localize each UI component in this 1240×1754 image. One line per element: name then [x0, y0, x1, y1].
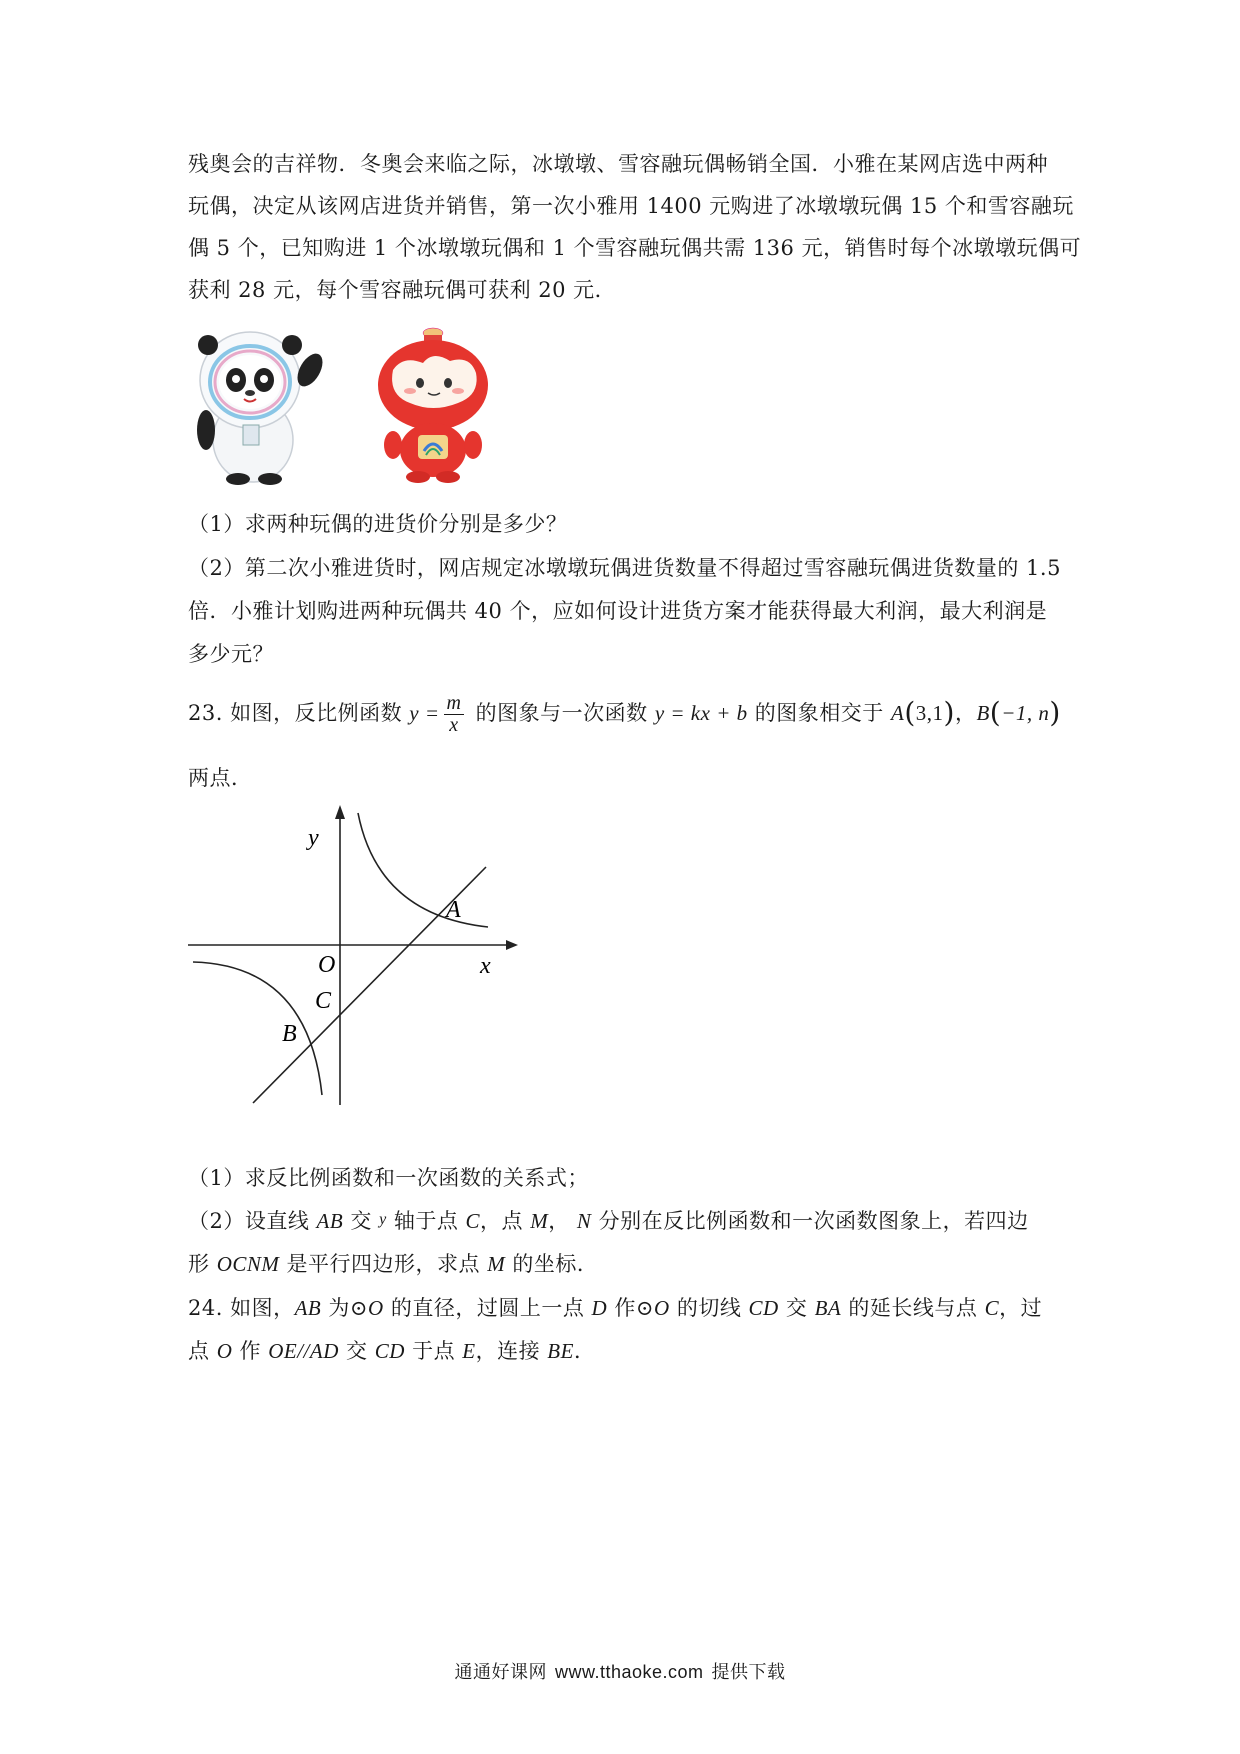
q24-oe-ad: OE//AD — [268, 1339, 339, 1363]
q23-prefix: 23. 如图，反比例函数 — [188, 701, 410, 725]
q23-point-a-label: A — [890, 701, 905, 725]
q23-part2-m2: M — [487, 1252, 506, 1276]
q22-part2-line3: 多少元？ — [188, 642, 274, 666]
q24-text-g: 的延长线与点 — [841, 1296, 985, 1320]
q23-part2-text-b: 交 — [343, 1209, 380, 1233]
hyperbola-branch-1 — [358, 813, 488, 927]
q24-c: C — [984, 1296, 1000, 1320]
function-graph — [188, 805, 518, 1105]
q23-comma: ， — [954, 701, 977, 725]
label-b: B — [282, 1021, 297, 1047]
q24-cd2: CD — [374, 1339, 405, 1363]
shuey-rhon-rhon-image — [378, 328, 488, 483]
q24-ab: AB — [294, 1296, 322, 1320]
q23-part2-m: M — [530, 1209, 549, 1233]
q23-part1: （1）求反比例函数和一次函数的关系式； — [188, 1166, 589, 1190]
q24-text-m: ，连接 — [475, 1339, 548, 1363]
q24-o3: O — [216, 1339, 233, 1363]
label-o: O — [318, 952, 336, 978]
q23-part2-text-d: ，点 — [480, 1209, 531, 1233]
q22-part2-line2: 倍．小雅计划购进两种玩偶共 40 个，应如何设计进货方案才能获得最大利润，最大利润是 — [188, 599, 1048, 623]
q23-linear: y = kx + b — [654, 701, 748, 725]
q23-part2-line2 — [188, 1248, 598, 1278]
q23-mid2: 的图象相交于 — [747, 701, 891, 725]
q24-text-j: 作 — [232, 1339, 269, 1363]
q23-mid1: 的图象与一次函数 — [468, 701, 655, 725]
footer-download-text: 提供下载 — [711, 1662, 786, 1683]
q23-line2: 两点． — [188, 766, 253, 790]
q23-point-b-coords: −1, n — [1001, 701, 1050, 725]
q23-part2-ab: AB — [316, 1209, 344, 1233]
q24-text-n: ． — [573, 1339, 596, 1363]
q24-cd: CD — [748, 1296, 779, 1320]
q24-o1: O — [368, 1296, 384, 1320]
q22-part1: （1）求两种玩偶的进货价分别是多少？ — [188, 512, 568, 536]
q23-y-eq: y = — [409, 701, 440, 725]
q24-text-b: 为⊙ — [321, 1296, 369, 1320]
q24-line2 — [188, 1335, 595, 1365]
q23-part2-c: C — [465, 1209, 481, 1233]
q24-text-k: 交 — [338, 1339, 375, 1363]
q24-text-i: 点 — [188, 1339, 217, 1363]
bing-dwen-dwen-image — [197, 332, 328, 485]
q24-o2: O — [654, 1296, 670, 1320]
q24-text-f: 交 — [778, 1296, 815, 1320]
q23-part2-line1 — [188, 1205, 1029, 1235]
q23-frac-num: m — [444, 693, 465, 715]
mascots-image — [188, 325, 518, 485]
q23-part2-text-a: （2）设直线 — [188, 1209, 317, 1233]
x-axis-arrow — [506, 940, 518, 950]
q24-text-e: 的切线 — [669, 1296, 749, 1320]
q22-part2-line1: （2）第二次小雅进货时，网店规定冰墩墩玩偶进货数量不得超过雪容融玩偶进货数量的 1.5 — [188, 556, 1061, 580]
y-axis-arrow — [335, 805, 345, 819]
q23-frac-den: x — [449, 714, 459, 736]
intro-line-2: 玩偶，决定从该网店进货并销售，第一次小雅用 1400 元购进了冰墩墩玩偶 15 个和雪容融玩 — [188, 194, 1074, 218]
label-c: C — [315, 988, 332, 1014]
q23-stem: 23. 如图，反比例函数 y = $\frac{m}{x}$ 的图象与一次函数 y = kx + b 的图象相交于 A(3,1)，B(−1, n) — [188, 692, 1061, 736]
q24-d: D — [591, 1296, 608, 1320]
q23-part2-text-f: 分别在反比例函数和一次函数图象上，若四边 — [591, 1209, 1029, 1233]
q23-part2-text-c: 轴于点 — [386, 1209, 466, 1233]
q24-e: E — [462, 1339, 476, 1363]
q23-part2-text-e: ， — [548, 1209, 577, 1233]
q23-part2-text-g: 形 — [188, 1252, 217, 1276]
intro-line-4: 获利 28 元，每个雪容融玩偶可获利 20 元． — [188, 278, 617, 302]
q23-point-b-label: B — [976, 701, 990, 725]
footer-site-name: 通通好课网 — [454, 1662, 547, 1683]
q24-line1 — [188, 1292, 1042, 1322]
hyperbola-branch-3 — [193, 962, 322, 1095]
q24-text-h: ，过 — [999, 1296, 1043, 1320]
q24-text-a: 24. 如图， — [188, 1296, 295, 1320]
page-footer — [0, 1658, 1240, 1684]
label-a: A — [446, 897, 461, 923]
q24-be: BE — [547, 1339, 574, 1363]
label-y: y — [308, 825, 319, 851]
q24-text-l: 于点 — [404, 1339, 463, 1363]
q24-text-c: 的直径，过圆上一点 — [383, 1296, 592, 1320]
q23-part2-y: y — [379, 1211, 387, 1228]
q23-part2-n: N — [576, 1209, 592, 1233]
q23-fraction — [444, 693, 465, 736]
footer-url[interactable]: www.tthaoke.com — [554, 1662, 704, 1682]
label-x: x — [480, 953, 491, 979]
intro-line-3: 偶 5 个，已知购进 1 个冰墩墩玩偶和 1 个雪容融玩偶共需 136 元，销售时每个冰墩墩玩偶可 — [188, 236, 1082, 260]
q23-point-a-coords: 3,1 — [915, 701, 944, 725]
q24-ba: BA — [814, 1296, 842, 1320]
q23-part2-ocnm: OCNM — [216, 1252, 280, 1276]
q24-text-d: 作⊙ — [607, 1296, 654, 1320]
q23-part2-text-h: 是平行四边形，求点 — [279, 1252, 488, 1276]
q23-part2-text-i: 的坐标． — [505, 1252, 599, 1276]
intro-line-1: 残奥会的吉祥物．冬奥会来临之际，冰墩墩、雪容融玩偶畅销全国．小雅在某网店选中两种 — [188, 152, 1048, 176]
